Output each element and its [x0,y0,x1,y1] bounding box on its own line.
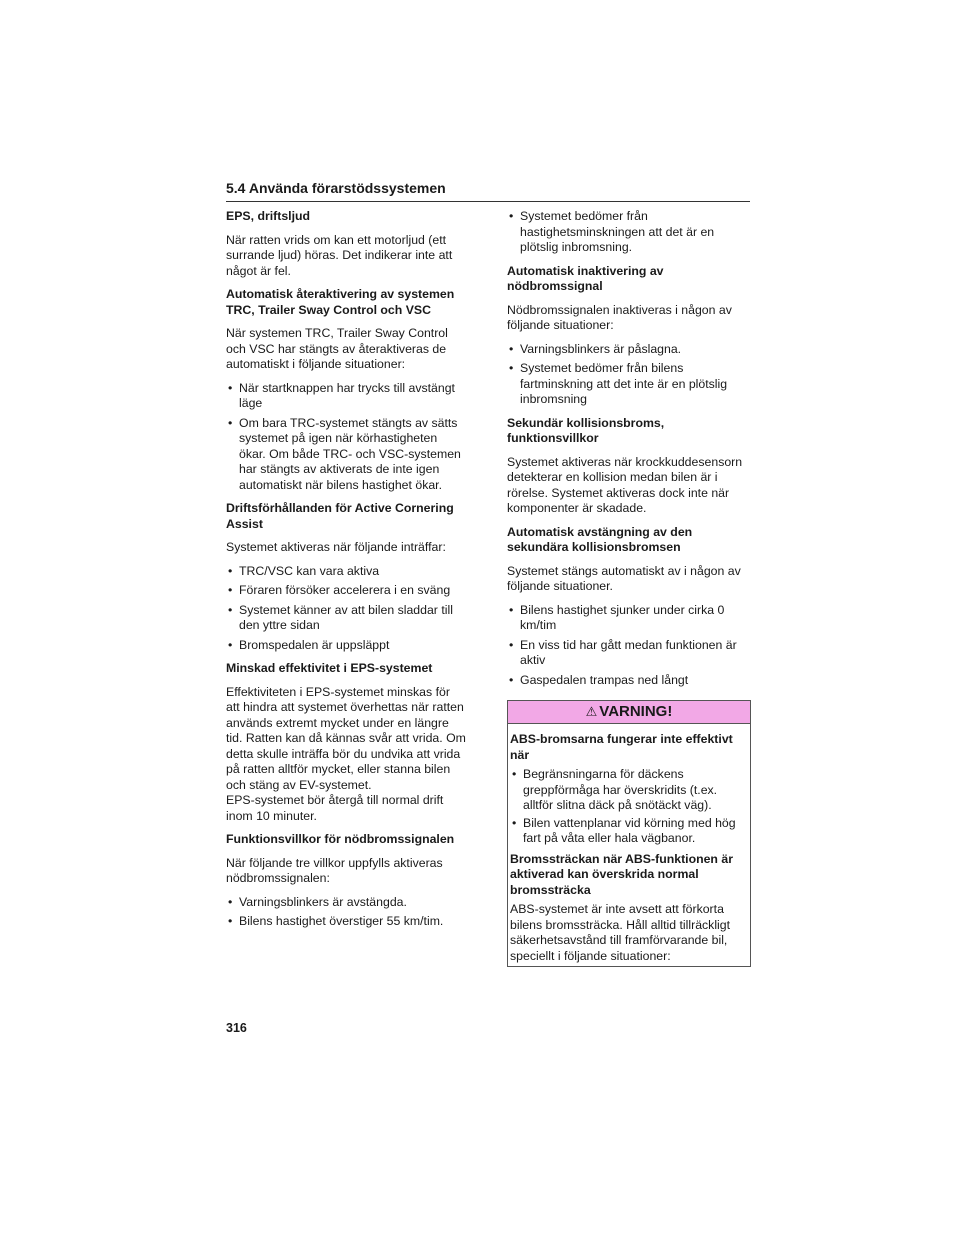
conditions-text: När följande tre villkor uppfylls aktiveras nödbromssignalen: [226,855,443,885]
warning-box [507,700,751,967]
secondary-heading: Sekundär kollisionsbroms, funktionsvillkor [507,415,665,445]
cornering-text: Systemet aktiveras när följande inträffar: [226,540,446,554]
list-item: • Om bara TRC-systemet stängts av sätts systemet på igen när körhastigheten ökar. Om både TRC- och VSC-systemen har stängts av aktiverats de inte igen automatiskt när bilens hastighet ökar. [226,416,466,494]
cornering-list [226,564,466,654]
eps-sound-text: När ratten vrids om kan ett motorljud (ett surrande ljud) höras. Det indikerar inte att något är fel. [226,232,453,278]
list-item: • Bilen vattenplanar vid körning med hög fart på våta eller hala vägbanor. [510,816,748,847]
right-column [507,209,751,967]
conditions-heading: Funktionsvillkor för nödbromssignalen [226,832,455,846]
list-item: • Bromspedalen är uppsläppt [226,638,466,654]
eps-sound-heading: EPS, driftsljud [226,209,311,223]
distance-heading: Bromssträckan när ABS-funktionen är aktiverad kan överskrida normal bromssträcka [510,851,733,897]
page-number: 316 [226,1021,247,1035]
shutoff-heading: Automatisk avstängning av den sekundära kollisionsbromsen [507,524,693,554]
inactivation-heading: Automatisk inaktivering av nödbromssignal [507,263,664,293]
shutoff-list [507,603,751,689]
section-header: 5.4 Använda förarstödssystemen [226,179,750,202]
reactivation-list [226,381,466,494]
list-item: • Varningsblinkers är avstängda. [226,895,466,911]
list-item: • Systemet bedömer från bilens fartminskning att det inte är en plötslig inbromsning [507,361,751,408]
warning-body [508,724,750,966]
secondary-text: Systemet aktiveras när krockkuddesensorn detekterar en kollision medan bilen är i rörelse. Systemet aktiveras dock inte när komponenter är skadade. [507,454,743,515]
abs-list [510,767,748,847]
conditions-list-continued [507,209,751,256]
list-item: • Varningsblinkers är påslagna. [507,342,751,358]
reactivation-text: När systemen TRC, Trailer Sway Control och VSC har stängts av återaktiveras de automatiskt i följande situationer: [226,326,448,371]
reduced-heading: Minskad effektivitet i EPS-systemet [226,661,433,675]
warning-header [508,701,750,724]
reduced-text: Effektiviteten i EPS-systemet minskas för att hindra att systemet överhettas när ratten används extremt mycket under en längre tid. Ratten kan då kännas svår att vrida. Om detta skulle inträffa bör du undvika att vrida på ratten alltför mycket, eller stanna bilen och stäng av EV-systemet. EPS-systemet bör återgå till normal drift inom 10 minuter. [226,684,466,823]
distance-text: ABS-systemet är inte avsett att förkorta bilens bromssträcka. Håll alltid tillräckligt säkerhetsavstånd till framförvarande bil, speciellt i följande situationer: [510,902,731,963]
warning-title: VARNING! [599,703,673,720]
list-item: • När startknappen har trycks till avstängt läge [226,381,466,412]
list-item: • Gaspedalen trampas ned långt [507,673,751,689]
list-item: • Systemet känner av att bilen sladdar till den yttre sidan [226,603,466,634]
left-column [226,209,466,938]
list-item: • Bilens hastighet sjunker under cirka 0 km/tim [507,603,751,634]
inactivation-list [507,342,751,408]
abs-heading: ABS-bromsarna fungerar inte effektivt när [510,732,733,762]
list-item: • TRC/VSC kan vara aktiva [226,564,466,580]
conditions-list [226,895,466,930]
reactivation-heading: Automatisk återaktivering av systemen TRC, Trailer Sway Control och VSC [226,287,455,317]
cornering-heading: Driftsförhållanden för Active Cornering Assist [226,501,454,531]
shutoff-text: Systemet stängs automatiskt av i någon av följande situationer. [507,563,741,593]
list-item: • Systemet bedömer från hastighetsminskningen att det är en plötslig inbromsning. [507,209,751,256]
list-item: • Föraren försöker accelerera i en sväng [226,583,466,599]
list-item: • En viss tid har gått medan funktionen är aktiv [507,638,751,669]
warning-triangle-icon: ⚠ [585,704,598,719]
inactivation-text: Nödbromssignalen inaktiveras i någon av följande situationer: [507,302,732,332]
list-item: • Begränsningarna för däckens greppförmåga har överskridits (t.ex. alltför slitna däck på snötäckt väg). [510,767,748,814]
list-item: • Bilens hastighet överstiger 55 km/tim. [226,914,466,930]
